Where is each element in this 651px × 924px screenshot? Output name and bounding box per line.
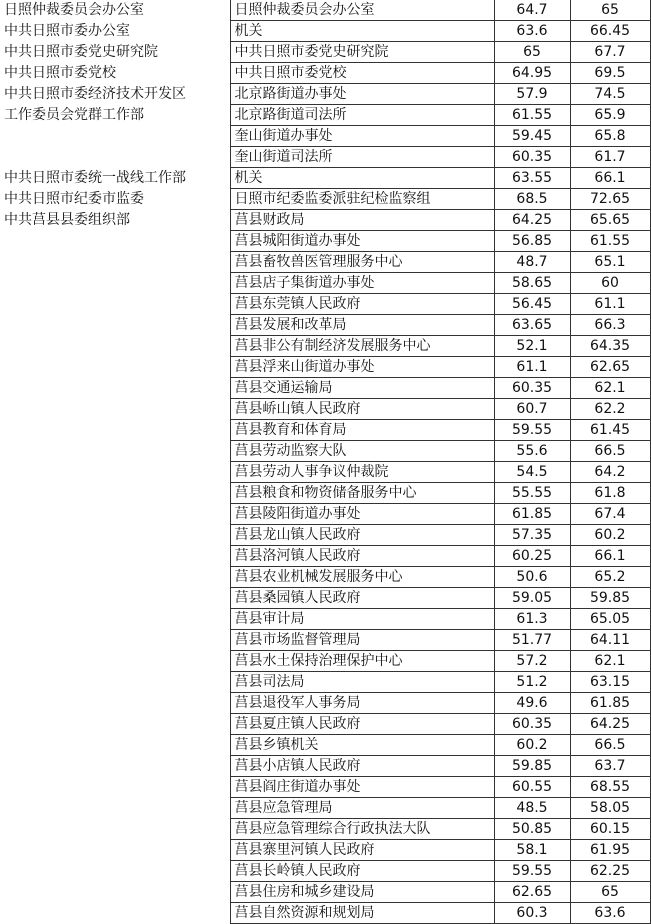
max-score-cell: 61.85 [570, 693, 650, 714]
max-score-cell: 65.2 [570, 567, 650, 588]
unit-cell: 中共日照市委党史研究院 [0, 42, 230, 63]
unit-cell [0, 462, 230, 483]
table-row [0, 441, 650, 462]
unit-cell [0, 546, 230, 567]
max-score-cell: 65.05 [570, 609, 650, 630]
department-cell: 莒县乡镇机关 [230, 735, 494, 756]
min-score-cell: 60.35 [494, 147, 570, 168]
max-score-cell: 65.1 [570, 252, 650, 273]
department-cell: 莒县长岭镇人民政府 [230, 861, 494, 882]
department-cell: 日照市纪委监委派驻纪检监察组 [230, 189, 494, 210]
max-score-cell: 65 [570, 0, 650, 21]
max-score-cell: 60.15 [570, 819, 650, 840]
max-score-cell: 60.2 [570, 525, 650, 546]
min-score-cell: 51.2 [494, 672, 570, 693]
min-score-cell: 61.55 [494, 105, 570, 126]
table-row [0, 483, 650, 504]
unit-cell [0, 126, 230, 147]
department-cell: 莒县水土保持治理保护中心 [230, 651, 494, 672]
table-row [0, 609, 650, 630]
table-row [0, 252, 650, 273]
department-cell: 机关 [230, 168, 494, 189]
max-score-cell: 64.2 [570, 462, 650, 483]
department-cell: 莒县夏庄镇人民政府 [230, 714, 494, 735]
max-score-cell: 66.1 [570, 168, 650, 189]
unit-cell [0, 336, 230, 357]
department-cell: 莒县财政局 [230, 210, 494, 231]
table-row [0, 798, 650, 819]
min-score-cell: 61.3 [494, 609, 570, 630]
unit-cell [0, 504, 230, 525]
min-score-cell: 58.1 [494, 840, 570, 861]
department-cell: 莒县住房和城乡建设局 [230, 882, 494, 903]
min-score-cell: 58.65 [494, 273, 570, 294]
unit-cell [0, 483, 230, 504]
department-cell: 莒县畜牧兽医管理服务中心 [230, 252, 494, 273]
max-score-cell: 66.1 [570, 546, 650, 567]
unit-cell [0, 714, 230, 735]
max-score-cell: 65 [570, 882, 650, 903]
unit-cell [0, 147, 230, 168]
max-score-cell: 65.65 [570, 210, 650, 231]
min-score-cell: 57.35 [494, 525, 570, 546]
max-score-cell: 72.65 [570, 189, 650, 210]
max-score-cell: 67.4 [570, 504, 650, 525]
table-row [0, 756, 650, 777]
table-row [0, 378, 650, 399]
unit-cell [0, 651, 230, 672]
max-score-cell: 68.55 [570, 777, 650, 798]
max-score-cell: 59.85 [570, 588, 650, 609]
unit-cell [0, 861, 230, 882]
unit-cell [0, 672, 230, 693]
department-cell: 莒县非公有制经济发展服务中心 [230, 336, 494, 357]
min-score-cell: 48.5 [494, 798, 570, 819]
department-cell: 莒县应急管理综合行政执法大队 [230, 819, 494, 840]
table-row [0, 567, 650, 588]
department-cell: 莒县退役军人事务局 [230, 693, 494, 714]
unit-cell [0, 819, 230, 840]
unit-cell: 中共莒县县委组织部 [0, 210, 230, 231]
max-score-cell: 62.65 [570, 357, 650, 378]
department-cell: 莒县应急管理局 [230, 798, 494, 819]
unit-cell [0, 609, 230, 630]
unit-cell: 中共日照市委办公室 [0, 21, 230, 42]
min-score-cell: 49.6 [494, 693, 570, 714]
unit-cell [0, 777, 230, 798]
min-score-cell: 64.7 [494, 0, 570, 21]
max-score-cell: 62.1 [570, 378, 650, 399]
min-score-cell: 63.65 [494, 315, 570, 336]
department-cell: 莒县浮来山街道办事处 [230, 357, 494, 378]
table-row [0, 336, 650, 357]
department-cell: 北京路街道司法所 [230, 105, 494, 126]
department-cell: 莒县寨里河镇人民政府 [230, 840, 494, 861]
min-score-cell: 64.95 [494, 63, 570, 84]
unit-cell [0, 273, 230, 294]
min-score-cell: 60.25 [494, 546, 570, 567]
table-row [0, 903, 650, 924]
unit-cell [0, 294, 230, 315]
unit-cell: 日照仲裁委员会办公室 [0, 0, 230, 21]
department-cell: 莒县审计局 [230, 609, 494, 630]
department-cell: 莒县司法局 [230, 672, 494, 693]
department-cell: 莒县劳动人事争议仲裁院 [230, 462, 494, 483]
min-score-cell: 60.35 [494, 714, 570, 735]
max-score-cell: 66.5 [570, 441, 650, 462]
max-score-cell: 66.3 [570, 315, 650, 336]
unit-cell [0, 567, 230, 588]
table-row [0, 189, 650, 210]
table-row [0, 882, 650, 903]
department-cell: 奎山街道司法所 [230, 147, 494, 168]
min-score-cell: 63.6 [494, 21, 570, 42]
table-row [0, 273, 650, 294]
department-cell: 莒县桑园镇人民政府 [230, 588, 494, 609]
unit-cell [0, 756, 230, 777]
department-cell: 莒县粮食和物资储备服务中心 [230, 483, 494, 504]
min-score-cell: 57.9 [494, 84, 570, 105]
max-score-cell: 61.95 [570, 840, 650, 861]
table-row [0, 168, 650, 189]
table-row [0, 462, 650, 483]
table-row [0, 126, 650, 147]
department-cell: 莒县交通运输局 [230, 378, 494, 399]
unit-cell [0, 798, 230, 819]
max-score-cell: 64.11 [570, 630, 650, 651]
max-score-cell: 67.7 [570, 42, 650, 63]
table-row [0, 546, 650, 567]
department-cell: 北京路街道办事处 [230, 84, 494, 105]
min-score-cell: 64.25 [494, 210, 570, 231]
unit-cell [0, 441, 230, 462]
table-row [0, 399, 650, 420]
unit-cell: 中共日照市委统一战线工作部 [0, 168, 230, 189]
department-cell: 莒县教育和体育局 [230, 420, 494, 441]
department-cell: 机关 [230, 21, 494, 42]
department-cell: 莒县洛河镇人民政府 [230, 546, 494, 567]
max-score-cell: 61.45 [570, 420, 650, 441]
department-cell: 莒县陵阳街道办事处 [230, 504, 494, 525]
department-cell: 莒县峤山镇人民政府 [230, 399, 494, 420]
min-score-cell: 59.85 [494, 756, 570, 777]
unit-cell [0, 588, 230, 609]
table-row [0, 357, 650, 378]
table-row [0, 840, 650, 861]
min-score-cell: 65 [494, 42, 570, 63]
min-score-cell: 59.55 [494, 420, 570, 441]
department-cell: 莒县店子集街道办事处 [230, 273, 494, 294]
table-row [0, 63, 650, 84]
min-score-cell: 68.5 [494, 189, 570, 210]
max-score-cell: 63.7 [570, 756, 650, 777]
table-row [0, 294, 650, 315]
unit-cell [0, 840, 230, 861]
max-score-cell: 66.5 [570, 735, 650, 756]
min-score-cell: 59.05 [494, 588, 570, 609]
table-row [0, 231, 650, 252]
min-score-cell: 60.2 [494, 735, 570, 756]
department-cell: 莒县阎庄街道办事处 [230, 777, 494, 798]
unit-cell [0, 693, 230, 714]
min-score-cell: 62.65 [494, 882, 570, 903]
min-score-cell: 60.55 [494, 777, 570, 798]
table-row [0, 525, 650, 546]
table-row [0, 0, 650, 21]
max-score-cell: 60 [570, 273, 650, 294]
department-cell: 莒县自然资源和规划局 [230, 903, 494, 924]
table-row [0, 21, 650, 42]
max-score-cell: 69.5 [570, 63, 650, 84]
unit-cell [0, 231, 230, 252]
min-score-cell: 54.5 [494, 462, 570, 483]
unit-cell [0, 420, 230, 441]
max-score-cell: 63.6 [570, 903, 650, 924]
table-row [0, 735, 650, 756]
unit-cell [0, 630, 230, 651]
department-cell: 莒县小店镇人民政府 [230, 756, 494, 777]
table-row [0, 861, 650, 882]
max-score-cell: 61.1 [570, 294, 650, 315]
max-score-cell: 65.9 [570, 105, 650, 126]
unit-cell [0, 315, 230, 336]
min-score-cell: 51.77 [494, 630, 570, 651]
table-row [0, 420, 650, 441]
max-score-cell: 64.25 [570, 714, 650, 735]
min-score-cell: 61.1 [494, 357, 570, 378]
max-score-cell: 61.8 [570, 483, 650, 504]
min-score-cell: 55.55 [494, 483, 570, 504]
table-row [0, 651, 650, 672]
table-row [0, 147, 650, 168]
table-row [0, 777, 650, 798]
max-score-cell: 63.15 [570, 672, 650, 693]
table-row [0, 42, 650, 63]
max-score-cell: 64.35 [570, 336, 650, 357]
min-score-cell: 59.45 [494, 126, 570, 147]
department-cell: 莒县龙山镇人民政府 [230, 525, 494, 546]
table-row [0, 210, 650, 231]
min-score-cell: 56.85 [494, 231, 570, 252]
min-score-cell: 60.3 [494, 903, 570, 924]
table-row [0, 105, 650, 126]
max-score-cell: 66.45 [570, 21, 650, 42]
table-row [0, 672, 650, 693]
department-cell: 中共日照市委党校 [230, 63, 494, 84]
department-cell: 莒县市场监督管理局 [230, 630, 494, 651]
department-cell: 日照仲裁委员会办公室 [230, 0, 494, 21]
min-score-cell: 48.7 [494, 252, 570, 273]
max-score-cell: 58.05 [570, 798, 650, 819]
unit-cell [0, 252, 230, 273]
unit-cell [0, 882, 230, 903]
min-score-cell: 57.2 [494, 651, 570, 672]
min-score-cell: 50.6 [494, 567, 570, 588]
unit-cell: 中共日照市纪委市监委 [0, 189, 230, 210]
max-score-cell: 62.1 [570, 651, 650, 672]
table-row [0, 84, 650, 105]
table-row [0, 315, 650, 336]
table-row [0, 714, 650, 735]
min-score-cell: 63.55 [494, 168, 570, 189]
department-cell: 莒县劳动监察大队 [230, 441, 494, 462]
min-score-cell: 60.7 [494, 399, 570, 420]
table-row [0, 693, 650, 714]
department-cell: 莒县东莞镇人民政府 [230, 294, 494, 315]
max-score-cell: 62.2 [570, 399, 650, 420]
max-score-cell: 62.25 [570, 861, 650, 882]
unit-cell [0, 903, 230, 924]
unit-cell [0, 399, 230, 420]
unit-cell: 中共日照市委党校 [0, 63, 230, 84]
min-score-cell: 61.85 [494, 504, 570, 525]
min-score-cell: 59.55 [494, 861, 570, 882]
min-score-cell: 60.35 [494, 378, 570, 399]
department-cell: 莒县发展和改革局 [230, 315, 494, 336]
unit-cell [0, 357, 230, 378]
unit-cell: 中共日照市委经济技术开发区 [0, 84, 230, 105]
table-row [0, 630, 650, 651]
department-cell: 莒县城阳街道办事处 [230, 231, 494, 252]
table-row [0, 819, 650, 840]
unit-cell [0, 378, 230, 399]
max-score-cell: 61.7 [570, 147, 650, 168]
table-row [0, 588, 650, 609]
max-score-cell: 74.5 [570, 84, 650, 105]
max-score-cell: 61.55 [570, 231, 650, 252]
unit-cell [0, 525, 230, 546]
min-score-cell: 56.45 [494, 294, 570, 315]
unit-cell [0, 735, 230, 756]
min-score-cell: 55.6 [494, 441, 570, 462]
unit-cell: 工作委员会党群工作部 [0, 105, 230, 126]
department-cell: 莒县农业机械发展服务中心 [230, 567, 494, 588]
min-score-cell: 50.85 [494, 819, 570, 840]
department-cell: 奎山街道办事处 [230, 126, 494, 147]
min-score-cell: 52.1 [494, 336, 570, 357]
table-row [0, 504, 650, 525]
department-cell: 中共日照市委党史研究院 [230, 42, 494, 63]
max-score-cell: 65.8 [570, 126, 650, 147]
